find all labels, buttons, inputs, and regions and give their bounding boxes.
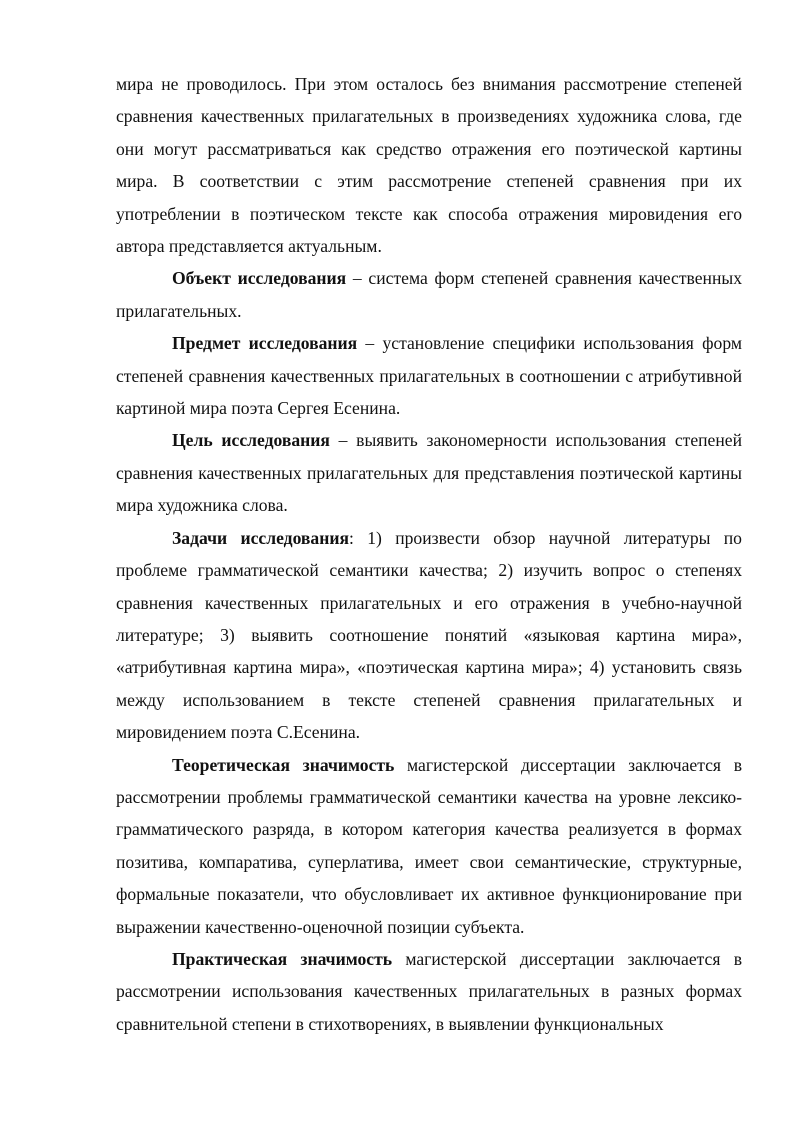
paragraph-intro [116, 68, 742, 262]
paragraph-term: Практическая значимость [172, 948, 393, 969]
document-page [116, 68, 742, 1040]
paragraph-text: магистерской диссертации заключается в рассмотрении использования качественных прилагательных в разных формах сравнительной степени в стихотворениях, в выявлении функциональных [116, 948, 743, 1034]
paragraph-tasks [116, 522, 742, 749]
paragraph-text: – установление специфики использования форм степеней сравнения качественных прилагательных в соотношении с атрибутивной картиной мира поэта Сергея Есенина. [116, 333, 742, 419]
paragraph-goal [116, 424, 742, 521]
paragraph-theoretical [116, 749, 742, 943]
paragraph-subject [116, 327, 742, 424]
paragraph-text: мира не проводилось. При этом осталось без внимания рассмотрение степеней сравнения качественных прилагательных в произведениях художника слова, где они могут рассматриваться как средство отражения его поэтической картины мира. В соответствии с этим рассмотрение степеней сравнения при их употреблении в поэтическом тексте как способа отражения мировидения его автора представляется актуальным. [116, 74, 742, 257]
paragraph-text: – выявить закономерности использования степеней сравнения качественных прилагательных для представления поэтической картины мира художника слова. [116, 430, 742, 516]
paragraph-term: Задачи исследования [172, 527, 350, 548]
paragraph-text: : 1) произвести обзор научной литературы по проблеме грамматической семантики качества; 2) изучить вопрос о степенях сравнения качественных прилагательных и его отражения в учебно-научной литературе; 3) выявить соотношение понятий «языковая картина мира», «атрибутивная картина мира», «поэтическая картина мира»; 4) установить связь между использованием в тексте степеней сравнения прилагательных и мировидением поэта С.Есенина. [116, 527, 742, 743]
paragraph-term: Цель исследования [172, 430, 330, 451]
paragraph-object [116, 262, 742, 327]
paragraph-practical [116, 943, 742, 1040]
paragraph-text: магистерской диссертации заключается в рассмотрении проблемы грамматической семантики качества на уровне лексико-грамматического разряда, в котором категория качества реализуется в формах позитива, компаратива, суперлатива, имеет свои семантические, структурные, формальные показатели, что обусловливает их активное функционирование при выражении качественно-оценочной позиции субъекта. [116, 754, 743, 937]
paragraph-term: Теоретическая значимость [172, 754, 395, 775]
paragraph-term: Предмет исследования [172, 333, 358, 354]
paragraph-text: – система форм степеней сравнения качественных прилагательных. [116, 268, 742, 321]
paragraph-term: Объект исследования [172, 268, 347, 289]
